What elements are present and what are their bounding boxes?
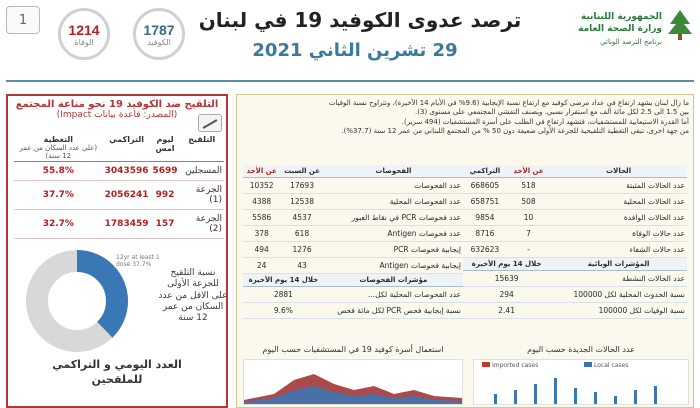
vaccinated-gauge xyxy=(133,8,185,60)
legend-local-label: Local cases xyxy=(594,362,629,369)
new-cases-chart-title: عدد الحالات الجديدة حسب اليوم xyxy=(527,345,635,354)
vaccination-table xyxy=(14,134,224,239)
row-cumulative: 1783459 xyxy=(103,210,151,239)
col-yesterday-line1: ليوم xyxy=(156,135,174,144)
row-cumulative: 658751 xyxy=(463,194,507,210)
logo-text-ministry: وزارة الصحة العامة xyxy=(578,24,662,34)
row-label: إيجابية فحوصات Antigen xyxy=(324,258,463,274)
row-today: - xyxy=(507,242,550,258)
cases-col-cumulative: التراكمي xyxy=(463,165,507,178)
col-coverage xyxy=(14,134,103,162)
tests-indicators-sub: خلال 14 يوم الأخيرة xyxy=(243,274,324,287)
row-today: 494 xyxy=(243,242,280,258)
col-dose: التلقيح xyxy=(180,134,224,162)
row-label: عدد فحوصات Antigen xyxy=(324,226,463,242)
row-cumulative: 632623 xyxy=(463,242,507,258)
page-title: ترصد عدوى الكوفيد 19 في لبنان xyxy=(198,8,522,32)
row-today: 5586 xyxy=(243,210,280,226)
row-label: عدد فحوصات PCR في نقاط العبور xyxy=(324,210,463,226)
row-cumulative: 2056241 xyxy=(103,181,151,210)
deaths-value: 1214 xyxy=(68,22,100,38)
footer-line1: العدد اليومي و التراكمي xyxy=(52,358,182,371)
row-label: عدد الفحوصات xyxy=(324,178,463,194)
bar xyxy=(594,392,597,404)
row-label: الجرعة (2) xyxy=(180,210,224,239)
bar xyxy=(554,378,557,404)
row-label: نسبة إيجابية فحص PCR لكل مائة فحص xyxy=(324,303,463,319)
row-coverage: 55.8% xyxy=(14,162,103,181)
intro-line1: ما زال لبنان يشهد ارتفاع في عداد مرضى كوفيد مع ارتفاع نسبة الإيجابية (9.6% في الأيام 14 الأخيرة)، وتتراوح نسبة الوفيات xyxy=(328,99,689,107)
table-row xyxy=(243,303,463,319)
table-row xyxy=(243,226,463,242)
donut-caption: نسبة التلقيح للجرعة الأولى على الاقل من عدد السكان من عمر 12 سنة xyxy=(158,268,228,323)
tests-col-label: الفحوصات xyxy=(324,165,463,178)
table-row xyxy=(463,194,687,210)
table-row xyxy=(243,242,463,258)
row-label: الجرعة (1) xyxy=(180,181,224,210)
table-row xyxy=(463,226,687,242)
row-coverage: 32.7% xyxy=(14,210,103,239)
table-row xyxy=(243,178,463,194)
row-today: 508 xyxy=(507,194,550,210)
vaccination-source: (المصدر: قاعدة بيانات Impact) xyxy=(56,110,178,120)
bar xyxy=(574,388,577,404)
bar xyxy=(654,386,657,404)
indicators-header-row xyxy=(243,274,463,287)
row-yesterday: 5699 xyxy=(151,162,180,181)
row-yesterday: 4537 xyxy=(280,210,324,226)
row-yesterday: 157 xyxy=(151,210,180,239)
col-coverage-label: التغطية xyxy=(43,135,74,144)
row-label: عدد الحالات النشطة xyxy=(550,271,687,287)
indicators-header: المؤشرات الوبائية xyxy=(550,258,687,271)
tests-indicators-header: مؤشرات الفحوصات xyxy=(324,274,463,287)
row-today: 7 xyxy=(507,226,550,242)
vaccination-title: التلقيح ضد الكوفيد 19 نحو مناعة المجتمع xyxy=(15,99,219,110)
row-yesterday: 17693 xyxy=(280,178,324,194)
table-row xyxy=(14,181,224,210)
table-row xyxy=(463,210,687,226)
legend-imported-label: Imported cases xyxy=(492,362,539,369)
table-row xyxy=(243,258,463,274)
legend-local-swatch xyxy=(584,362,592,367)
daily-cumulative-footer xyxy=(14,358,220,388)
page-number: 1 xyxy=(6,6,40,34)
hospital-chart xyxy=(243,359,463,405)
syringe-icon xyxy=(198,114,222,132)
legend-imported xyxy=(482,362,538,369)
vaccination-panel xyxy=(6,94,228,408)
report-date: 29 تشرين الثاني 2021 xyxy=(252,40,458,61)
intro-line4: من جهة اخرى، تبقى التغطية التلقيحية للجرعة الأولى ضعيفة دون 50 % من المجتمع اللبناني من عمر 12 سنة (37.7%). xyxy=(341,127,689,136)
row-cumulative: 9854 xyxy=(463,210,507,226)
row-value: 2.41 xyxy=(463,303,550,319)
legend-imported-swatch xyxy=(482,362,490,367)
row-value: 2881 xyxy=(243,287,324,303)
ministry-logo xyxy=(556,8,696,58)
row-today: 24 xyxy=(243,258,280,274)
col-coverage-note: (على عدد السكان من عمر 12 سنة) xyxy=(19,144,98,160)
tests-col-yesterday: عن السبت xyxy=(280,165,324,178)
row-coverage: 37.7% xyxy=(14,181,103,210)
donut-note: 12yr at least 1 dose 37.7% xyxy=(116,254,160,268)
table-row xyxy=(243,194,463,210)
row-yesterday: 618 xyxy=(280,226,324,242)
row-value: 15639 xyxy=(463,271,550,287)
table-row xyxy=(243,210,463,226)
bar xyxy=(494,394,497,404)
table-row xyxy=(463,178,687,194)
deaths-label: الوفاة xyxy=(74,38,94,47)
bar xyxy=(634,390,637,404)
row-value: 9.6% xyxy=(243,303,324,319)
row-label: عدد الحالات الوافدة xyxy=(550,210,687,226)
tests-col-today: عن الأحد xyxy=(243,165,280,178)
row-label: عدد الفحوصات المحلية xyxy=(324,194,463,210)
col-cumulative: التراكمي xyxy=(103,134,151,162)
intro-line3: أما القدرة الاستيعابية للمستشفيات، فتشهد ارتفاع في الطلب على أسرة المستشفيات (494 سرير). xyxy=(401,117,689,126)
table-row xyxy=(463,271,687,287)
new-cases-chart xyxy=(473,359,689,405)
table-row xyxy=(14,210,224,239)
header-divider xyxy=(6,80,694,82)
row-value: 294 xyxy=(463,287,550,303)
logo-text-republic: الجمهورية اللبنانية xyxy=(580,12,662,22)
row-label: عدد الفحوصات المحلية لكل... xyxy=(324,287,463,303)
col-yesterday-line2: امس xyxy=(155,144,175,153)
table-row xyxy=(463,242,687,258)
legend-local xyxy=(584,362,628,369)
row-cumulative: 668605 xyxy=(463,178,507,194)
intro-line2: بين 1.5 الى 2.5 لكل مائة ألف مع استقرار نسبي. ويصنف التفشي المجتمعي على مستوى (3). xyxy=(415,108,689,117)
row-today: 378 xyxy=(243,226,280,242)
indicators-header-row xyxy=(463,258,687,271)
row-today: 10352 xyxy=(243,178,280,194)
table-row xyxy=(463,287,687,303)
cedar-icon xyxy=(666,8,694,42)
cases-table xyxy=(463,165,687,319)
row-label: إيجابية فحوصات PCR xyxy=(324,242,463,258)
logo-text-program: برنامج الترصد الوبائي xyxy=(600,38,662,46)
row-label: عدد الحالات المثبتة xyxy=(550,178,687,194)
row-today: 4388 xyxy=(243,194,280,210)
intro-text xyxy=(243,99,689,137)
row-today: 518 xyxy=(507,178,550,194)
bar xyxy=(614,396,617,404)
table-row xyxy=(463,303,687,319)
vaccinated-value: 1787 xyxy=(143,22,175,38)
footer-line2: للملقحين xyxy=(91,372,143,386)
deaths-gauge xyxy=(58,8,110,60)
row-today: 10 xyxy=(507,210,550,226)
surveillance-panel xyxy=(236,94,694,408)
row-label: المسجلين xyxy=(180,162,224,181)
table-row xyxy=(14,162,224,181)
row-label: عدد حالات الوفاة xyxy=(550,226,687,242)
tests-table xyxy=(243,165,463,319)
hospital-chart-svg xyxy=(244,360,462,404)
col-yesterday xyxy=(151,134,180,162)
indicators-sub: خلال 14 يوم الأخيرة xyxy=(463,258,550,271)
cases-col-label: الحالات xyxy=(550,165,687,178)
row-label: عدد حالات الشفاء xyxy=(550,242,687,258)
row-yesterday: 1276 xyxy=(280,242,324,258)
hospital-chart-title: استعمال أسرة كوفيد 19 في المستشفيات حسب اليوم xyxy=(262,345,444,354)
row-yesterday: 43 xyxy=(280,258,324,274)
row-cumulative: 3043596 xyxy=(103,162,151,181)
bar xyxy=(534,384,537,404)
table-row xyxy=(243,287,463,303)
new-cases-bars xyxy=(494,378,657,404)
row-yesterday: 992 xyxy=(151,181,180,210)
row-cumulative: 8716 xyxy=(463,226,507,242)
row-yesterday: 12538 xyxy=(280,194,324,210)
cases-col-today: عن الأحد xyxy=(507,165,550,178)
row-label: نسبة الحدوث المحلية لكل 100000 xyxy=(550,287,687,303)
row-label: عدد الحالات المحلية xyxy=(550,194,687,210)
vaccinated-label: الكوفيد xyxy=(147,38,171,47)
bar xyxy=(514,390,517,404)
row-label: نسبة الوفيات لكل 100000 xyxy=(550,303,687,319)
